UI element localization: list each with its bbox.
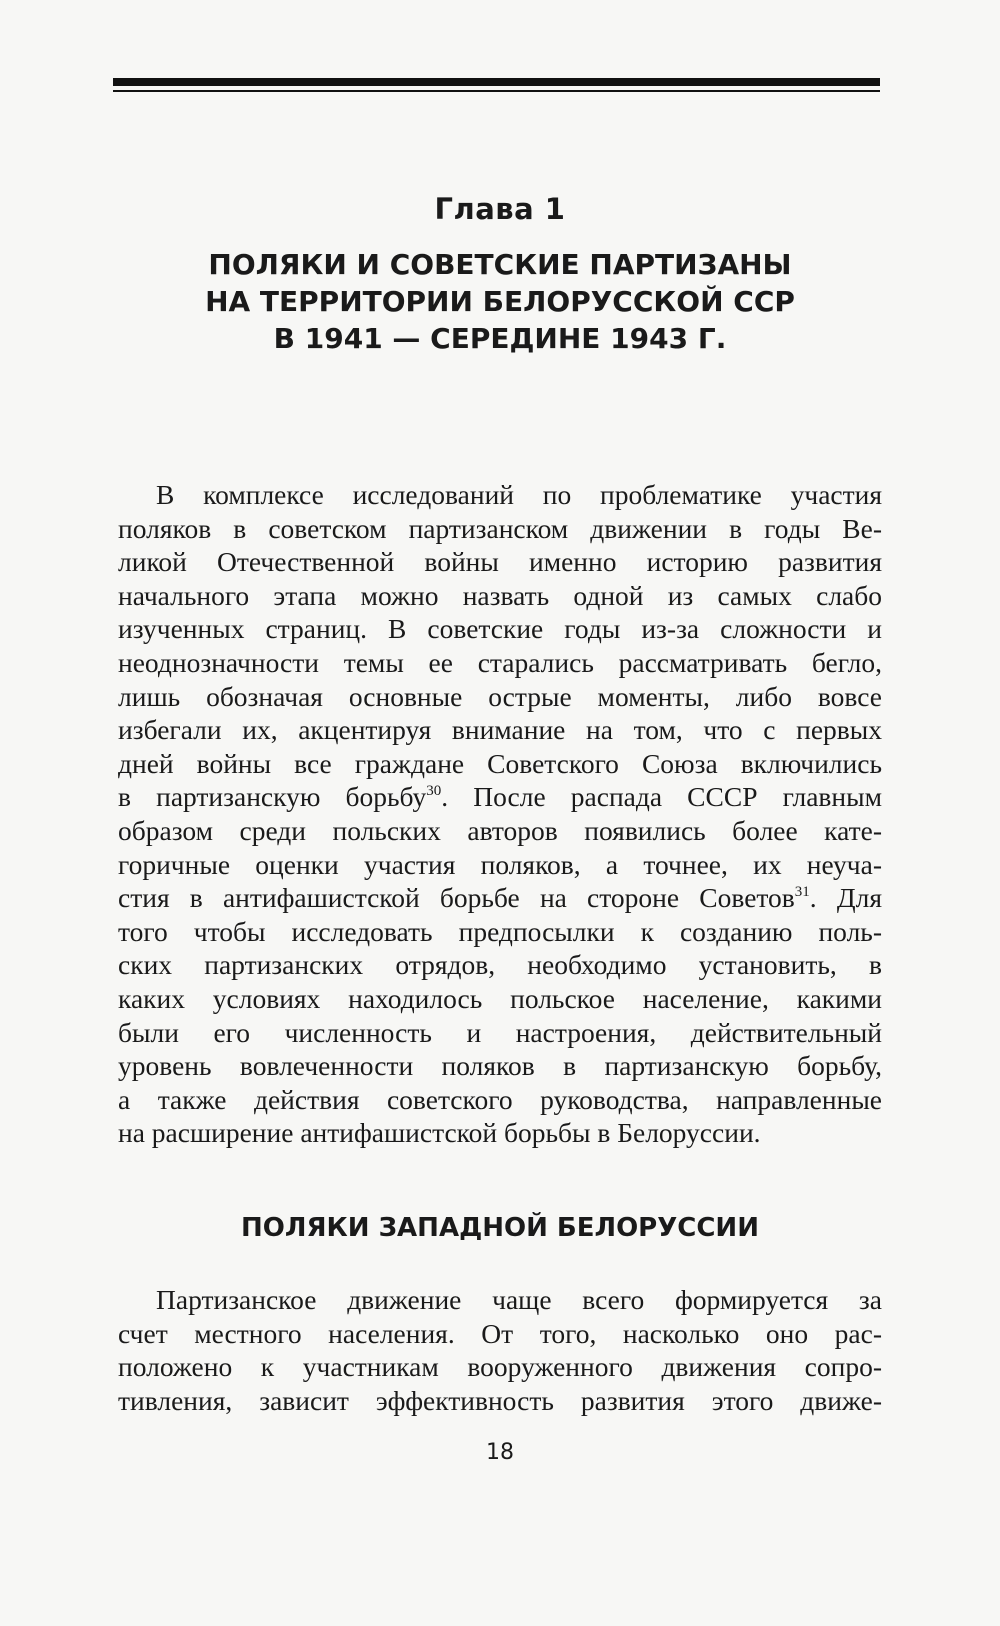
text-line: неоднозначности темы ее старались рассматривать бегло, — [118, 646, 882, 678]
text-line: образом среди польских авторов появились более кате- — [118, 814, 882, 846]
text-fragment: . Для — [809, 882, 882, 914]
header-rule-thick — [113, 78, 880, 86]
text-line: дней войны все граждане Советского Союза включились — [118, 747, 882, 779]
chapter-title-line: ПОЛЯКИ И СОВЕТСКИЕ ПАРТИЗАНЫ — [208, 248, 792, 281]
text-line: поляков в советском партизанском движении в годы Ве- — [118, 512, 882, 544]
footnote-ref-31[interactable]: 31 — [794, 884, 810, 901]
text-line: Партизанское движение чаще всего формируется за — [156, 1284, 882, 1315]
text-fragment: стия в антифашистской борьбе на стороне Советов — [118, 882, 795, 914]
section-title: ПОЛЯКИ ЗАПАДНОЙ БЕЛОРУССИИ — [241, 1213, 759, 1243]
text-fragment: . После распада СССР главным — [441, 781, 882, 813]
text-fragment: в партизанскую борьбу — [118, 781, 427, 813]
footnote-ref-30[interactable]: 30 — [426, 783, 442, 800]
chapter-title-line: НА ТЕРРИТОРИИ БЕЛОРУССКОЙ ССР — [205, 285, 795, 318]
text-line-with-footnote — [118, 881, 882, 915]
text-line: ских партизанских отрядов, необходимо установить, в — [118, 949, 882, 981]
text-line: В комплексе исследований по проблематике участия — [156, 479, 882, 510]
text-line: счет местного населения. От того, насколько оно рас- — [118, 1317, 882, 1349]
text-line: лишь обозначая основные острые моменты, либо вовсе — [118, 680, 882, 712]
text-line: тивления, зависит эффективность развития этого движе- — [118, 1384, 882, 1416]
text-line: ликой Отечественной войны именно историю развития — [118, 546, 882, 578]
text-line: каких условиях находилось польское население, какими — [118, 982, 882, 1014]
page-number: 18 — [486, 1440, 514, 1465]
chapter-title-line: В 1941 — СЕРЕДИНЕ 1943 Г. — [273, 322, 727, 355]
chapter-label: Глава 1 — [434, 192, 566, 226]
text-line: а также действия советского руководства, направленные — [118, 1083, 882, 1115]
header-rule-thin — [113, 90, 880, 92]
text-line-with-footnote — [118, 780, 882, 814]
text-line: того чтобы исследовать предпосылки к созданию поль- — [118, 915, 882, 947]
text-line: изученных страниц. В советские годы из-за сложности и — [118, 613, 882, 645]
text-line: начального этапа можно назвать одной из самых слабо — [118, 579, 882, 611]
intro-paragraph — [118, 478, 882, 1150]
text-line: на расширение антифашистской борьбы в Белоруссии. — [118, 1117, 761, 1149]
text-line: положено к участникам вооруженного движения сопро- — [118, 1351, 882, 1383]
text-line: избегали их, акцентируя внимание на том, что с первых — [118, 714, 882, 746]
chapter-title — [120, 246, 880, 357]
text-line: были его численность и настроения, действительный — [118, 1016, 882, 1048]
section-paragraph — [118, 1283, 882, 1417]
text-line: уровень вовлеченности поляков в партизанскую борьбу, — [118, 1050, 882, 1082]
text-line: горичные оценки участия поляков, а точнее, их неуча- — [118, 848, 882, 880]
